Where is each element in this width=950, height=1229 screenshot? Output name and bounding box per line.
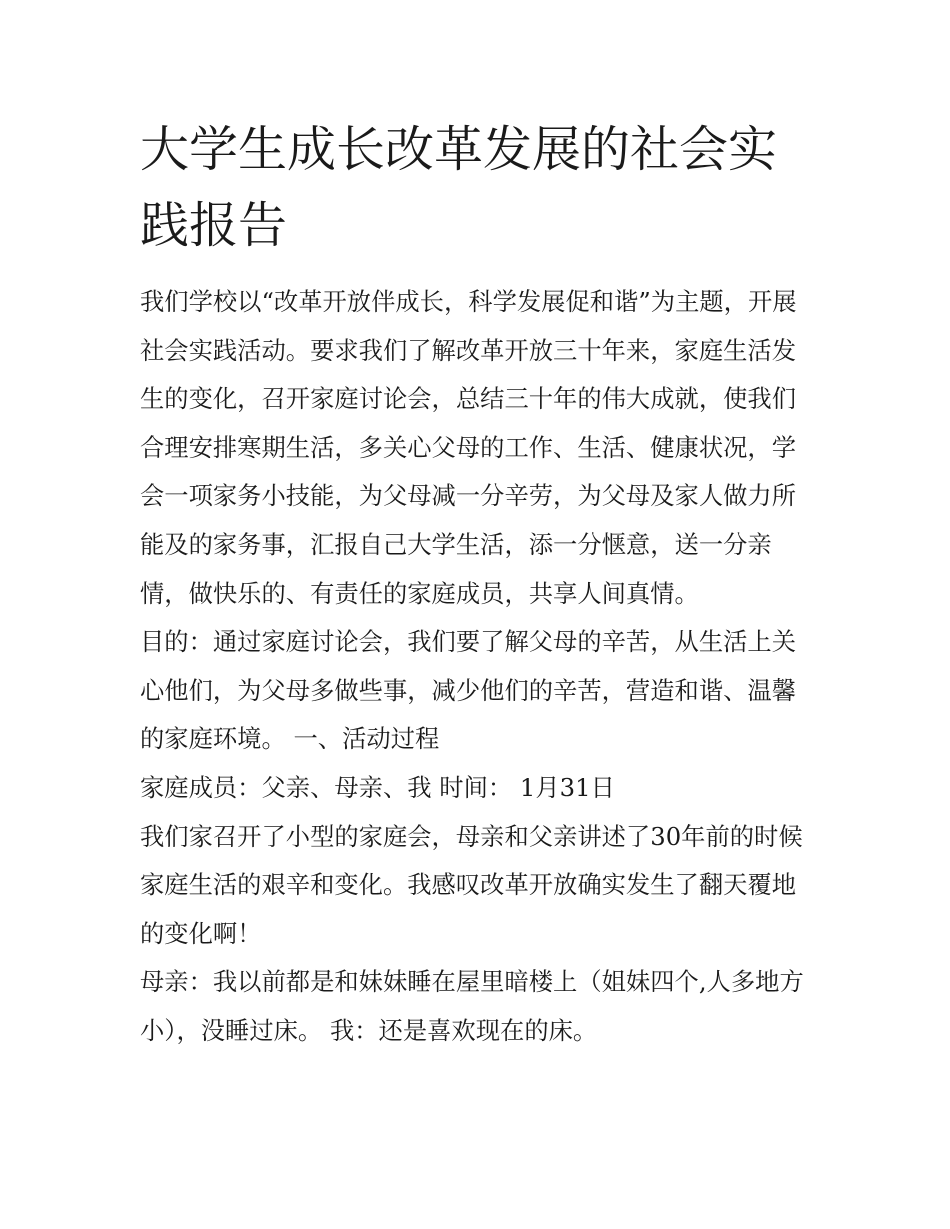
paragraph-members: 家庭成员：父亲、母亲、我 时间： 1月31日 xyxy=(140,772,615,802)
document-body xyxy=(140,278,816,1056)
paragraph-intro: 我们学校以“改革开放伴成长，科学发展促和谐”为主题，开展社会实践活动。要求我们了解改革开放三十年来，家庭生活发生的变化，召开家庭讨论会，总结三十年的伟大成就，使我们合理安排寒期生活，多关心父母的工作、生活、健康状况，学会一项家务小技能，为父母减一分辛劳，为父母及家人做力所能及的家务事，汇报自己大学生活，添一分惬意，送一分亲情，做快乐的、有责任的家庭成员，共享人间真情。 xyxy=(140,287,797,608)
paragraph-mother: 母亲：我以前都是和妹妹睡在屋里暗楼上（姐妹四个,人多地方小），没睡过床。 我：还是喜欢现在的床。 xyxy=(140,967,804,1045)
paragraph-meeting: 我们家召开了小型的家庭会，母亲和父亲讲述了30年前的时候家庭生活的艰辛和变化。我感叹改革开放确实发生了翻天覆地的变化啊！ xyxy=(140,821,803,948)
document-title: 大学生成长改革发展的社会实践报告 xyxy=(140,121,778,254)
paragraph-purpose: 目的：通过家庭讨论会，我们要了解父母的辛苦，从生活上关心他们，为父母多做些事，减少他们的辛苦，营造和谐、温馨的家庭环境。 一、活动过程 xyxy=(140,627,797,754)
